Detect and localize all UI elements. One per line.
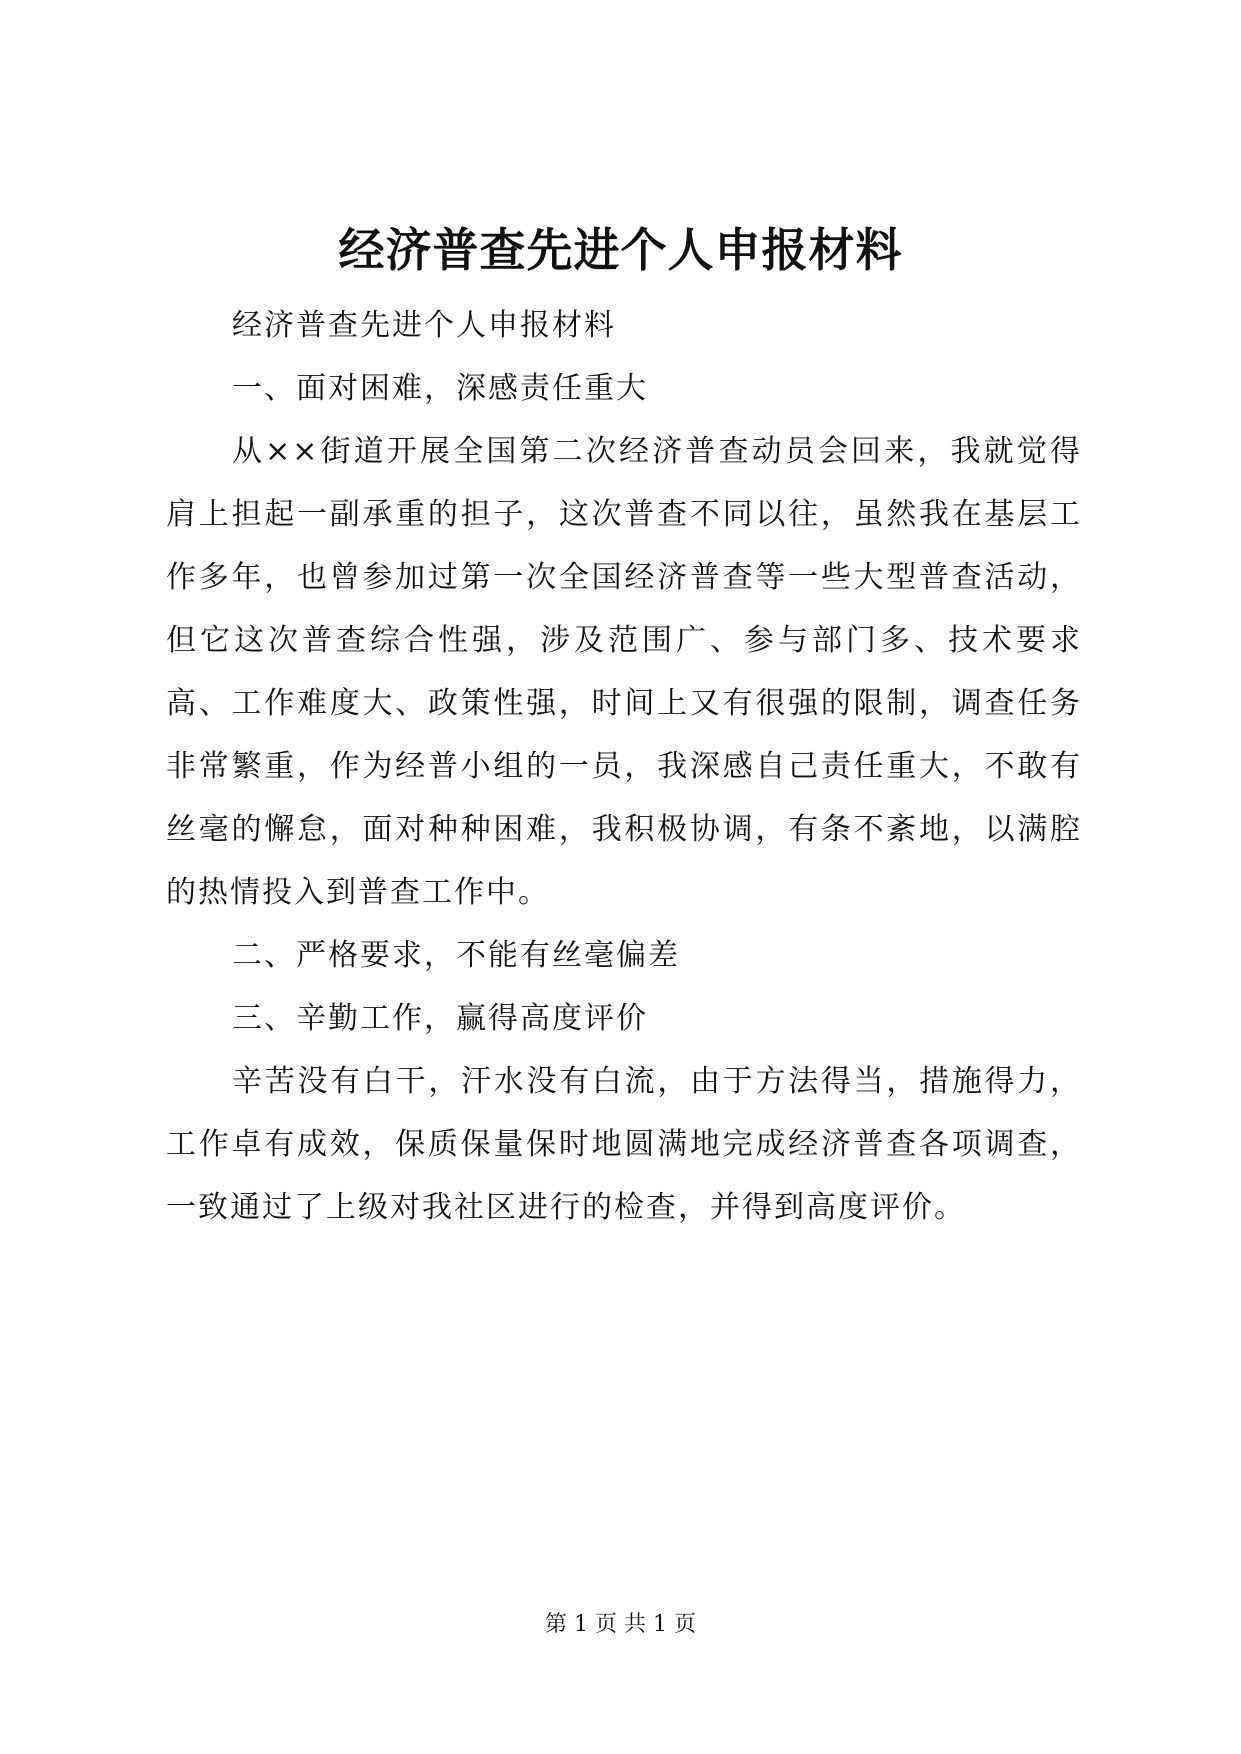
paragraph-body-1: 从××街道开展全国第二次经济普查动员会回来，我就觉得肩上担起一副承重的担子，这次普查不同以往，虽然我在基层工作多年，也曾参加过第一次全国经济普查等一些大型普查活动，但它这次普查综合性强，涉及范围广、参与部门多、技术要求高、工作难度大、政策性强，时间上又有很强的限制，调查任务非常繁重，作为经普小组的一员，我深感自己责任重大，不敢有丝毫的懈怠，面对种种困难，我积极协调，有条不紊地，以满腔的热情投入到普查工作中。	[166, 434, 1082, 910]
paragraph-heading-1: 一、面对困难，深感责任重大	[232, 371, 648, 406]
document-title: 经济普查先进个人申报材料	[338, 223, 903, 277]
paragraph-subtitle: 经济普查先进个人申报材料	[232, 308, 616, 343]
paragraph-body-2: 辛苦没有白干，汗水没有白流，由于方法得当，措施得力，工作卓有成效，保质保量保时地圆满地完成经济普查各项调查，一致通过了上级对我社区进行的检查，并得到高度评价。	[166, 1064, 1082, 1225]
paragraph-heading-3: 三、辛勤工作，赢得高度评价	[232, 1001, 648, 1036]
page-number-footer: 第 1 页 共 1 页	[545, 1612, 696, 1637]
document-body	[166, 294, 1082, 1239]
paragraph-heading-2: 二、严格要求，不能有丝毫偏差	[232, 938, 680, 973]
